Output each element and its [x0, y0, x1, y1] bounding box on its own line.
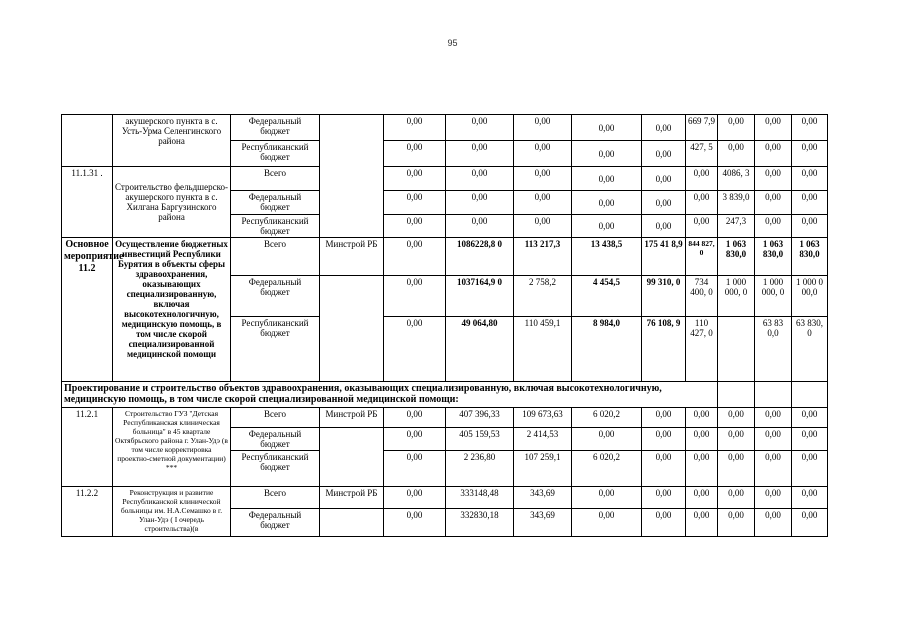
value-cell: 0,00: [686, 167, 718, 191]
value-cell: 734 400, 0: [686, 276, 718, 317]
value-cell: 63 830, 0: [792, 317, 828, 382]
value-cell: 332830,18: [446, 509, 514, 537]
value-cell: 1 063 830,0: [755, 238, 792, 276]
measure-name: Осуществление бюджетных инвестиций Республики Бурятия в объекты сферы здравоохранения, оказывающих специализированную, включая высокотехнологичную, медицинскую помощь, в том числе скорой специализированной медицинской помощи: [113, 238, 231, 382]
value-cell: 0,00: [755, 428, 792, 451]
value-cell: 0,00: [384, 115, 446, 141]
value-cell: 427, 5: [686, 141, 718, 167]
value-cell: 0,00: [718, 428, 755, 451]
value-cell: 0,00: [642, 487, 686, 509]
value-cell: 109 673,63: [514, 408, 572, 428]
value-cell: 0,00: [384, 408, 446, 428]
value-cell: 0,00: [686, 215, 718, 238]
funding-source: Всего: [231, 167, 320, 191]
value-cell: 247,3: [718, 215, 755, 238]
value-cell: 6 020,2: [572, 408, 642, 428]
value-cell: 0,00: [755, 487, 792, 509]
value-cell: 0,00: [514, 191, 572, 215]
value-cell: 0,00: [642, 115, 686, 141]
value-cell: 0,00: [572, 509, 642, 537]
value-cell: 0,00: [686, 428, 718, 451]
value-cell: 0,00: [572, 167, 642, 191]
row-number: 11.2.1: [62, 408, 113, 487]
value-cell: 0,00: [755, 408, 792, 428]
value-cell: 1 063 830,0: [792, 238, 828, 276]
value-cell: 0,00: [718, 487, 755, 509]
value-cell: 0,00: [572, 191, 642, 215]
value-cell: 0,00: [718, 451, 755, 487]
value-cell: 107 259,1: [514, 451, 572, 487]
value-cell: 49 064,80: [446, 317, 514, 382]
funding-source: Всего: [231, 408, 320, 428]
value-cell: 0,00: [686, 408, 718, 428]
value-cell: 0,00: [642, 428, 686, 451]
value-cell: 0,00: [384, 167, 446, 191]
value-cell: 2 758,2: [514, 276, 572, 317]
table-row: [62, 408, 828, 428]
value-cell: 0,00: [514, 215, 572, 238]
value-cell: 0,00: [384, 191, 446, 215]
value-cell: 0,00: [384, 141, 446, 167]
value-cell: 0,00: [792, 487, 828, 509]
value-cell: 0,00: [642, 451, 686, 487]
executor: [320, 115, 384, 238]
value-cell: 3 839,0: [718, 191, 755, 215]
value-cell: 0,00: [384, 428, 446, 451]
funding-source: Всего: [231, 238, 320, 276]
executor-empty: [320, 428, 384, 487]
value-cell: 76 108, 9: [642, 317, 686, 382]
value-cell: 0,00: [642, 509, 686, 537]
funding-source: Всего: [231, 487, 320, 509]
value-cell: 0,00: [686, 487, 718, 509]
value-cell: 0,00: [446, 215, 514, 238]
value-cell: 0,00: [642, 167, 686, 191]
row-number: 11.2.2: [62, 487, 113, 537]
value-cell: 407 396,33: [446, 408, 514, 428]
empty-cell: [792, 382, 828, 408]
funding-source: Республиканский бюджет: [231, 215, 320, 238]
value-cell: 0,00: [755, 115, 792, 141]
value-cell: 0,00: [755, 167, 792, 191]
row-number: Основное мероприятие 11.2: [62, 238, 113, 382]
value-cell: 0,00: [384, 238, 446, 276]
executor: Минстрой РБ: [320, 487, 384, 509]
value-cell: 0,00: [514, 141, 572, 167]
funding-source: Федеральный бюджет: [231, 509, 320, 537]
value-cell: 343,69: [514, 509, 572, 537]
value-cell: 0,00: [384, 276, 446, 317]
value-cell: 2 414,53: [514, 428, 572, 451]
funding-source: Федеральный бюджет: [231, 428, 320, 451]
value-cell: 343,69: [514, 487, 572, 509]
value-cell: 0,00: [792, 215, 828, 238]
value-cell: 0,00: [384, 451, 446, 487]
value-cell: 175 41 8,9: [642, 238, 686, 276]
measure-name: акушерского пункта в с. Усть-Урма Селенгинского района: [113, 115, 231, 167]
value-cell: 0,00: [572, 115, 642, 141]
empty-cell: [718, 382, 755, 408]
executor: Минстрой РБ: [320, 238, 384, 276]
value-cell: 1 000 000, 0: [755, 276, 792, 317]
value-cell: 63 83 0,0: [755, 317, 792, 382]
value-cell: 0,00: [755, 451, 792, 487]
funding-source: Республиканский бюджет: [231, 317, 320, 382]
value-cell: 2 236,80: [446, 451, 514, 487]
value-cell: 0,00: [755, 191, 792, 215]
value-cell: 0,00: [446, 167, 514, 191]
measure-name: Реконструкция и развитие Республиканской клинической больницы им. Н.А.Семашко в г. Улан-Удэ ( I очередь строительства)(в: [113, 487, 231, 537]
value-cell: 4 454,5: [572, 276, 642, 317]
value-cell: 0,00: [384, 487, 446, 509]
table-row: [62, 167, 828, 191]
value-cell: 333148,48: [446, 487, 514, 509]
table-row: [62, 238, 828, 276]
value-cell: 0,00: [755, 509, 792, 537]
value-cell: 0,00: [718, 509, 755, 537]
value-cell: 0,00: [792, 408, 828, 428]
executor-empty: [320, 509, 384, 537]
value-cell: 0,00: [792, 509, 828, 537]
executor-empty: [320, 276, 384, 382]
value-cell: 0,00: [755, 215, 792, 238]
value-cell: 0,00: [384, 509, 446, 537]
value-cell: 1037164,9 0: [446, 276, 514, 317]
value-cell: 0,00: [792, 451, 828, 487]
value-cell: 0,00: [686, 191, 718, 215]
funding-source: Республиканский бюджет: [231, 141, 320, 167]
value-cell: 4086, 3: [718, 167, 755, 191]
value-cell: 0,00: [718, 115, 755, 141]
value-cell: 1 000 0 00,0: [792, 276, 828, 317]
measure-name: Строительство ГУЗ "Детская Республиканская клиническая больница" в 45 квартале Октябрьского района г. Улан-Удэ (в том числе корректировка проектно-сметной документации) ***: [113, 408, 231, 487]
value-cell: 0,00: [792, 428, 828, 451]
value-cell: 0,00: [446, 191, 514, 215]
value-cell: 0,00: [792, 191, 828, 215]
value-cell: 8 984,0: [572, 317, 642, 382]
value-cell: 0,00: [686, 451, 718, 487]
value-cell: 0,00: [572, 141, 642, 167]
value-cell: 0,00: [642, 408, 686, 428]
page-number: 95: [447, 38, 458, 48]
funding-source: Федеральный бюджет: [231, 191, 320, 215]
value-cell: 13 438,5: [572, 238, 642, 276]
executor: Минстрой РБ: [320, 408, 384, 428]
value-cell: 405 159,53: [446, 428, 514, 451]
row-number: [62, 115, 113, 167]
value-cell: 0,00: [572, 215, 642, 238]
value-cell: [718, 317, 755, 382]
value-cell: 1 000 000, 0: [718, 276, 755, 317]
value-cell: 0,00: [384, 317, 446, 382]
value-cell: 0,00: [514, 167, 572, 191]
section-heading: Проектирование и строительство объектов здравоохранения, оказывающих специализированную, включая высокотехнологичную, медицинскую помощь, в том числе скорой специализированной медицинской помощи:: [62, 382, 718, 408]
table-row: [62, 115, 828, 141]
value-cell: 0,00: [718, 141, 755, 167]
measure-name: Строительство фельдшерско-акушерского пункта в с. Хилгана Баргузинского района: [113, 167, 231, 238]
row-number: 11.1.31 .: [62, 167, 113, 238]
value-cell: 6 020,2: [572, 451, 642, 487]
value-cell: 99 310, 0: [642, 276, 686, 317]
value-cell: 0,00: [686, 509, 718, 537]
value-cell: 0,00: [514, 115, 572, 141]
funding-source: Республиканский бюджет: [231, 451, 320, 487]
value-cell: 0,00: [642, 141, 686, 167]
funding-source: Федеральный бюджет: [231, 115, 320, 141]
section-row: [62, 382, 828, 408]
value-cell: 0,00: [446, 115, 514, 141]
value-cell: 110 459,1: [514, 317, 572, 382]
value-cell: 0,00: [572, 428, 642, 451]
value-cell: 113 217,3: [514, 238, 572, 276]
value-cell: 0,00: [792, 141, 828, 167]
value-cell: 0,00: [572, 487, 642, 509]
value-cell: 0,00: [642, 191, 686, 215]
value-cell: 0,00: [792, 115, 828, 141]
value-cell: 0,00: [755, 141, 792, 167]
value-cell: 669 7,9: [686, 115, 718, 141]
value-cell: 0,00: [384, 215, 446, 238]
value-cell: 0,00: [446, 141, 514, 167]
funding-source: Федеральный бюджет: [231, 276, 320, 317]
value-cell: 844 827, 0: [686, 238, 718, 276]
value-cell: 0,00: [642, 215, 686, 238]
value-cell: 0,00: [792, 167, 828, 191]
value-cell: 1086228,8 0: [446, 238, 514, 276]
value-cell: 0,00: [718, 408, 755, 428]
table-row: [62, 487, 828, 509]
budget-table: [61, 114, 828, 537]
value-cell: 110 427, 0: [686, 317, 718, 382]
value-cell: 1 063 830,0: [718, 238, 755, 276]
empty-cell: [755, 382, 792, 408]
